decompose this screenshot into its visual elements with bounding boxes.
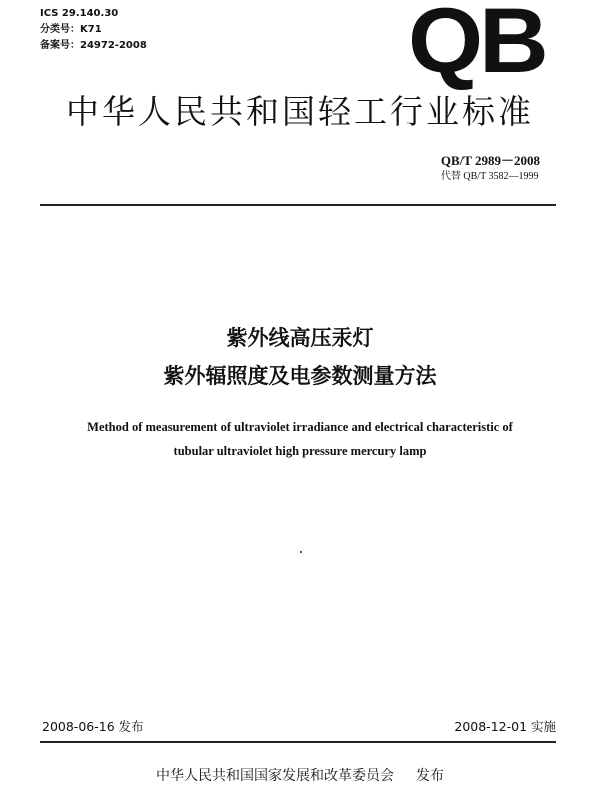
qb-logo: QB xyxy=(408,0,545,92)
publisher-name: 中华人民共和国国家发展和改革委员会 xyxy=(156,768,394,784)
record-number: 备案号：24972-2008 xyxy=(40,40,147,51)
class-code: 分类号：K71 xyxy=(40,24,102,35)
implementation-date: 2008-12-01 实施 xyxy=(454,719,556,734)
standard-code-block xyxy=(441,152,540,184)
replaces-standard: 代替 QB/T 3582—1999 xyxy=(440,171,539,182)
document-title-zh-line2: 紫外辐照度及电参数测量方法 xyxy=(163,364,437,388)
bottom-divider xyxy=(40,741,556,743)
top-divider xyxy=(40,204,556,206)
publisher-line xyxy=(0,766,600,786)
scan-speck xyxy=(300,551,302,553)
classification-info xyxy=(40,6,147,54)
document-title-en-line2: tubular ultraviolet high pressure mercury lamp xyxy=(173,444,427,458)
standard-number: QB/T 2989－2008 xyxy=(440,153,540,168)
ics-code: ICS 29.140.30 xyxy=(40,8,119,19)
document-title-en-line1: Method of measurement of ultraviolet irradiance and electrical characteristic of xyxy=(87,420,513,434)
publish-action: 发布 xyxy=(416,768,444,784)
issue-date: 2008-06-16 发布 xyxy=(42,719,144,734)
document-title-zh-line1: 紫外线高压汞灯 xyxy=(226,326,374,350)
standard-type-heading: 中华人民共和国轻工行业标准 xyxy=(66,92,534,131)
